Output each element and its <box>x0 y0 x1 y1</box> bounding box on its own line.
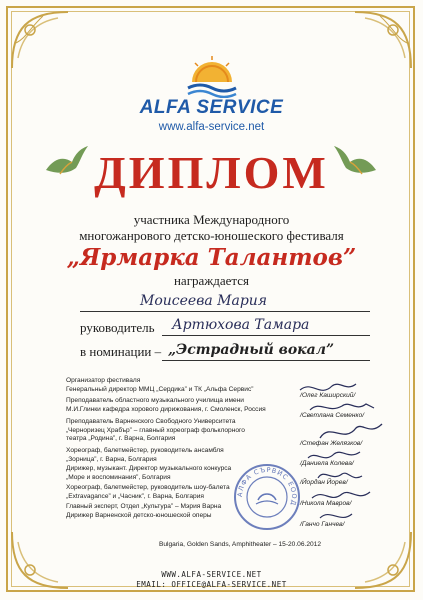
recipient-name: Моисеева Мария <box>140 293 268 309</box>
jury-signature-2: /Светлана Семенко/ <box>300 412 365 419</box>
participant-line-2: многожанрового детско-юношеского фестиваля <box>79 228 344 243</box>
handwritten-signatures <box>290 378 410 528</box>
corner-ornament-top-left-icon <box>8 8 78 78</box>
leader-label: руководитель <box>80 320 155 335</box>
jury-member-7: Главный эксперт, Отдел „Культура” – Мэрия Варна Дирижер Варненской детско-юношеской оперы <box>66 503 222 519</box>
footer-website: WWW.ALFA-SERVICE.NET <box>161 570 262 579</box>
jury-member-2: Преподаватель областного музыкального училища имени М.И.Глинки кафедра хорового дирижования, г. Смоленск, Россия <box>66 397 266 413</box>
jury-member-1: Организатор фестиваля Генеральный директор ММЦ „Сердика” и ТК „Альфа Сервис” <box>66 377 254 393</box>
corner-ornament-top-right-icon <box>345 8 415 78</box>
jury-member-5: Дирижер, музыкант. Директор музыкального конкурса „Море и воспоминания”, Болгария <box>66 465 232 481</box>
nomination-label: в номинации – <box>80 344 162 359</box>
stamp-text: АЛФА СЪРВИС ЕООД <box>235 465 299 507</box>
jury-signature-4: /Даниела Колева/ <box>300 460 354 467</box>
diploma-title: ДИПЛОМ <box>94 147 329 198</box>
brand-website: www.alfa-service.net <box>158 121 265 133</box>
nomination-value: „Эстрадный вокал” <box>168 342 335 358</box>
jury-signature-7: /Ганчо Ганчев/ <box>300 521 345 528</box>
jury-member-4: Хореограф, балетмейстер, руководитель ансамбля „Зорница”, г. Варна, Болгария <box>66 447 224 463</box>
jury-signature-3: /Стефан Желязков/ <box>300 440 363 447</box>
official-stamp-icon <box>232 462 302 532</box>
brand-name: ALFA SERVICE <box>139 97 284 118</box>
jury-signature-1: /Олег Каширский/ <box>300 392 356 399</box>
recipient-underline <box>80 311 370 312</box>
jury-member-6: Хореограф, балетмейстер, руководитель шоу-балета „Extravagance” и „Часник”, г. Варна, Болгария <box>66 484 230 500</box>
festival-name: „Ярмарка Талантов” <box>66 244 357 271</box>
jury-signature-6: /Никола Мавров/ <box>300 500 352 507</box>
leader-underline <box>162 335 370 336</box>
jury-signature-5: /Йордан Йорев/ <box>300 479 348 486</box>
footer-email: EMAIL: OFFICE@ALFA-SERVICE.NET <box>136 580 287 589</box>
jury-member-3: Преподаватель Варненского Свободного Университета „Черноризец Храбър” – главный хореограф фольклорного театра „Родина”, г. Варна, Болгария <box>66 418 245 442</box>
alfa-service-logo-icon <box>186 56 238 98</box>
awarded-text: награждается <box>173 273 250 288</box>
nomination-underline <box>162 360 370 361</box>
leader-name: Артюхова Тамара <box>172 317 310 333</box>
place-and-date: Bulgaria, Golden Sands, Amphitheater – 15-20.06.2012 <box>158 541 322 548</box>
participant-line-1: участника Международного <box>133 212 290 227</box>
